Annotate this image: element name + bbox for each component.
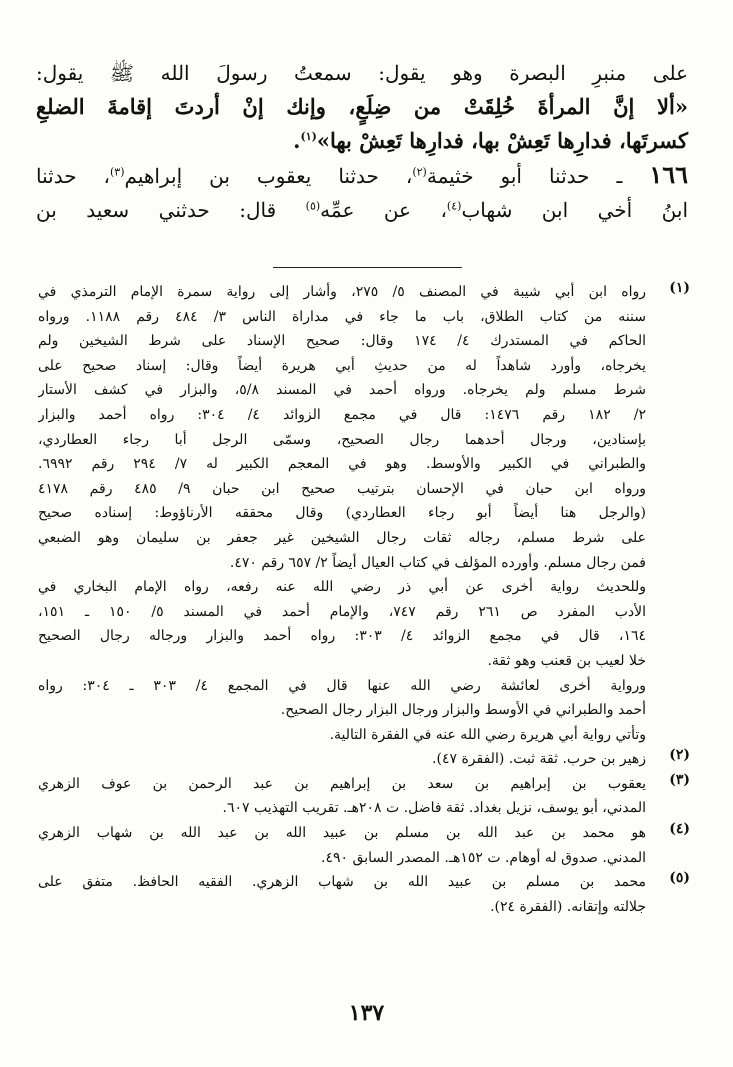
quote-period: . (293, 128, 301, 153)
main-line-4c: قال: حدثني سعيد بن (36, 198, 306, 222)
quote-line-2 (36, 124, 688, 158)
footnote-line: ١٦٤، قال في مجمع الزوائد ٤/ ٣٠٣: رواه أحمد والبزار ورجاله رجال الصحيح (38, 628, 646, 645)
footnote (38, 821, 690, 870)
footnote-line: فمن رجال مسلم. وأورده المؤلف في كتاب العيال أيضاً ٢/ ٦٥٧ رقم ٤٧٠. (229, 554, 646, 571)
footnote-separator (273, 267, 462, 268)
footnote-line: والطبراني في الكبير والأوسط. وهو في المعجم الكبير له ٧/ ٢٩٤ رقم ٦٩٩٢. (38, 456, 646, 473)
footnote-line: محمد بن مسلم بن عبيد الله بن شهاب الزهري. الفقيه الحافظ. متفق على (38, 874, 646, 891)
footnote-label: (٣) (669, 771, 690, 788)
footnote-line: ورواية أخرى لعائشة رضي الله عنها قال في المجمع ٤/ ٣٠٣ ـ ٣٠٤: رواه (38, 677, 646, 694)
main-line-4a: ابنُ أخي ابن شهاب (461, 198, 689, 222)
footnote-ref-2[interactable]: (٢) (412, 165, 427, 179)
main-line-1: على منبرِ البصرة وهو يقول: سمعتُ رسولَ الله ﷺ يقول: (36, 61, 688, 85)
footnote-body (38, 280, 646, 747)
main-line-3b: ، حدثنا يعقوب بن إبراهيم (124, 164, 413, 188)
footnote-line: الحاكم في المستدرك ٤/ ١٧٤ وقال: صحيح الإسناد على شرط الشيخين ولم (38, 333, 646, 350)
footnote-line: أحمد والطبراني في الأوسط والبزار ورجال البزار رجال الصحيح. (280, 702, 646, 719)
footnote-line: على شرط مسلم، رجاله ثقات رجال الشيخين غير جعفر بن سليمان وهو الضبعي (38, 529, 646, 546)
footnote-body (38, 772, 646, 821)
footnote-line: المدني، أبو يوسف، نزيل بغداد. ثقة فاضل. ت ٢٠٨هـ. تقريب التهذيب ٦٠٧. (222, 800, 646, 817)
footnote (38, 280, 690, 747)
page-number: ١٣٧ (348, 1000, 385, 1026)
footnote-ref-4[interactable]: (٤) (446, 199, 462, 213)
footnote (38, 747, 690, 772)
main-line-3c: ، حدثنا (36, 164, 110, 188)
footnote-line: هو محمد بن عبد الله بن مسلم بن عبيد الله بن عبد الله بن شهاب الزهري (38, 825, 646, 842)
footnote-line: يعقوب بن إبراهيم بن سعد بن إبراهيم بن عبد الرحمن بن عوف الزهري (38, 775, 646, 792)
footnote-line: (والرجل هنا أيضاً أبو رجاء العطاردي) وقال محققه الأرناؤوط: إسناده صحيح (38, 505, 646, 522)
footnote-line: وتأتي رواية أبي هريرة رضي الله عنه في الفقرة التالية. (329, 726, 646, 743)
main-line-4b: ، عن عمِّه (320, 198, 447, 222)
footnote-line: خلا لعيب بن قعنب وهو ثقة. (487, 652, 646, 669)
footnote-line: شرط مسلم ولم يخرجاه. ورواه أحمد في المسند ٥/٨، والبزار في كشف الأستار (38, 382, 646, 399)
footnote-body (38, 870, 646, 919)
footnote-ref-1[interactable]: (١) (300, 130, 317, 143)
footnotes (38, 280, 690, 919)
footnote (38, 772, 690, 821)
footnote-line: زهير بن حرب. ثقة ثبت. (الفقرة ٤٧). (432, 751, 646, 768)
main-line-3 (36, 158, 688, 193)
footnote-line: يخرجاه، وأورد شاهداً له من حديثِ أبي هريرة أيضاً وقال: إسناد صحيح على (38, 357, 646, 374)
footnote-line: ٢/ ١٨٢ رقم ١٤٧٦: قال في مجمع الزوائد ٤/ ٣٠٤: رواه أحمد والبزار (38, 406, 646, 423)
footnote-line: بإسنادين، ورجال أحدهما رجال الصحيح، وسمّى الرجل أبا رجاء العطاردي، (38, 431, 646, 448)
main-line-3a: ـ حدثنا أبو خثيمة (426, 164, 623, 188)
footnote-line: وللحديث رواية أخرى عن أبي ذر رضي الله عنه رفعه، رواه الإمام البخاري في (38, 579, 646, 596)
footnote-line: الأدب المفرد ص ٢٦١ رقم ٧٤٧، والإمام أحمد في المسند ٥/ ١٥٠ ـ ١٥١، (38, 603, 646, 620)
hadith-number: ١٦٦ (649, 160, 689, 189)
footnote-line: جلالته وإتقانه. (الفقرة ٢٤). (490, 898, 646, 915)
footnote-label: (١) (669, 280, 690, 296)
footnote-line: سننه من كتاب الطلاق، باب ما جاء في مداراة الناس ٣/ ٤٨٤ رقم ١١٨٨. ورواه (38, 308, 646, 325)
quote-line-1: «ألا إنَّ المرأةَ خُلِقَتْ من ضِلَعٍ، وإنك إنْ أردتَ إقامةَ الضلعِ (36, 94, 688, 119)
footnote (38, 870, 690, 919)
footnote-line: المدني. صدوق له أوهام. ت ١٥٢هـ. المصدر السابق ٤٩٠. (321, 849, 646, 866)
footnote-label: (٢) (669, 747, 690, 764)
footnote-body (38, 747, 646, 772)
footnote-ref-3[interactable]: (٣) (110, 165, 125, 179)
main-text (36, 56, 688, 227)
footnote-line: ورواه ابن حبان في الإحسان بترتيب صحيح ابن حبان ٩/ ٤٨٥ رقم ٤١٧٨ (38, 480, 646, 497)
footnote-body (38, 821, 646, 870)
footnote-label: (٤) (669, 821, 690, 838)
quote-text-2: كسرتَها، فدارِها تَعِشْ بها، فدارِها تَعِشْ بها» (316, 128, 688, 153)
footnote-line: رواه ابن أبي شيبة في المصنف ٥/ ٢٧٥، وأشار إلى رواية سمرة الإمام الترمذي في (38, 284, 646, 300)
main-line-4 (36, 193, 688, 227)
footnote-ref-5[interactable]: (٥) (305, 199, 321, 213)
footnote-label: (٥) (669, 870, 690, 887)
